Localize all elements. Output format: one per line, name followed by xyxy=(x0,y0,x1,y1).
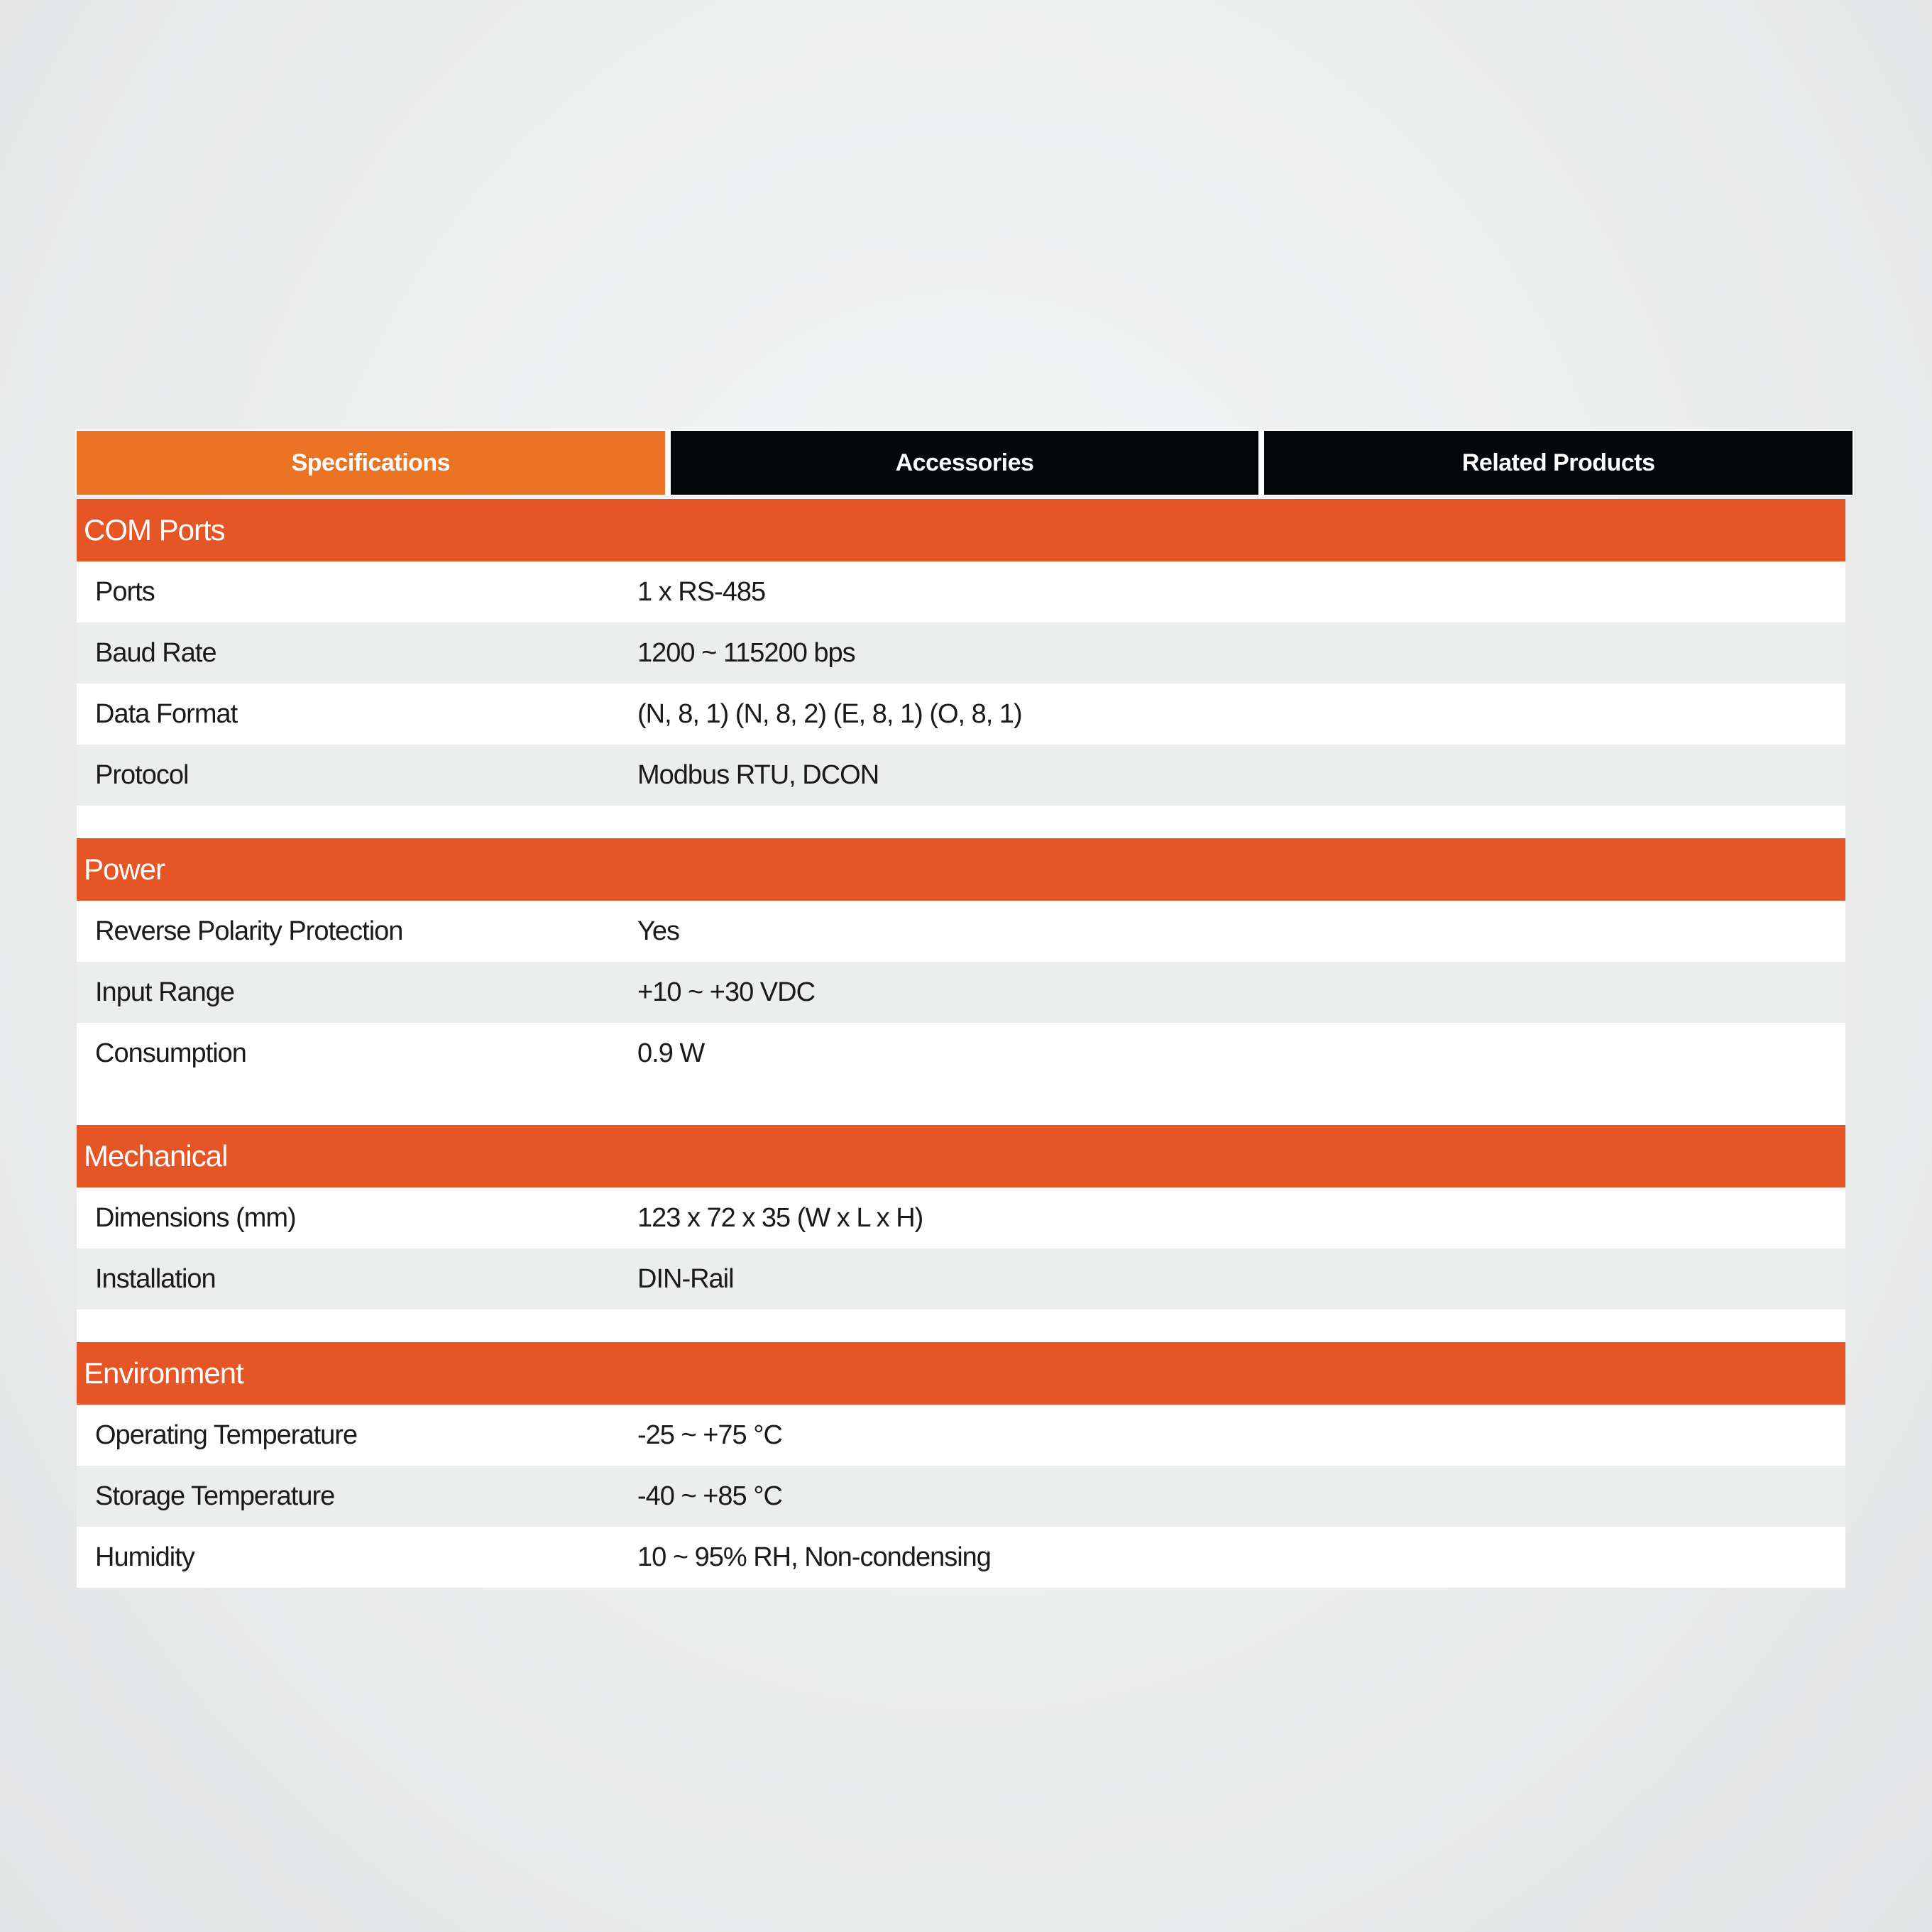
section-header-environment: Environment xyxy=(77,1342,1845,1405)
spec-label: Reverse Polarity Protection xyxy=(95,916,403,946)
table-row xyxy=(77,745,1845,806)
tab-bar xyxy=(75,429,1854,496)
section-spacer xyxy=(77,806,1845,838)
spec-value: -40 ~ +85 °C xyxy=(637,1481,782,1511)
tab-specifications[interactable]: Specifications xyxy=(77,431,665,495)
spec-label: Ports xyxy=(95,576,155,607)
spec-value: 10 ~ 95% RH, Non-condensing xyxy=(637,1542,991,1572)
section-spacer xyxy=(77,1084,1845,1125)
spec-label: Data Format xyxy=(95,698,238,729)
section-header-power: Power xyxy=(77,838,1845,901)
table-row xyxy=(77,1527,1845,1588)
spec-label: Baud Rate xyxy=(95,637,216,668)
table-row xyxy=(77,622,1845,684)
table-row xyxy=(77,1187,1845,1248)
tab-related-products[interactable]: Related Products xyxy=(1264,431,1853,495)
table-row xyxy=(77,1405,1845,1466)
section-spacer xyxy=(77,1310,1845,1342)
spec-label: Dimensions (mm) xyxy=(95,1202,296,1233)
section-header-mechanical: Mechanical xyxy=(77,1125,1845,1187)
spec-value: (N, 8, 1) (N, 8, 2) (E, 8, 1) (O, 8, 1) xyxy=(637,698,1022,729)
table-row xyxy=(77,1466,1845,1527)
section-header-com-ports: COM Ports xyxy=(77,499,1845,561)
table-row xyxy=(77,962,1845,1023)
specifications-table xyxy=(77,499,1845,1588)
table-row xyxy=(77,1248,1845,1310)
spec-label: Installation xyxy=(95,1263,216,1294)
table-row xyxy=(77,1023,1845,1084)
spec-value: 123 x 72 x 35 (W x L x H) xyxy=(637,1202,923,1233)
spec-value: 1200 ~ 115200 bps xyxy=(637,637,855,668)
spec-value: 1 x RS-485 xyxy=(637,576,766,607)
spec-label: Protocol xyxy=(95,759,189,790)
spec-value: +10 ~ +30 VDC xyxy=(637,977,816,1007)
spec-value: Modbus RTU, DCON xyxy=(637,759,879,790)
table-row xyxy=(77,561,1845,622)
tab-accessories[interactable]: Accessories xyxy=(671,431,1259,495)
spec-value: Yes xyxy=(637,916,679,946)
table-row xyxy=(77,684,1845,745)
spec-value: 0.9 W xyxy=(637,1038,705,1068)
spec-value: -25 ~ +75 °C xyxy=(637,1420,782,1450)
spec-label: Humidity xyxy=(95,1542,194,1572)
spec-value: DIN-Rail xyxy=(637,1263,734,1294)
spec-label: Consumption xyxy=(95,1038,246,1068)
table-row xyxy=(77,901,1845,962)
spec-label: Operating Temperature xyxy=(95,1420,358,1450)
spec-label: Input Range xyxy=(95,977,235,1007)
spec-label: Storage Temperature xyxy=(95,1481,335,1511)
